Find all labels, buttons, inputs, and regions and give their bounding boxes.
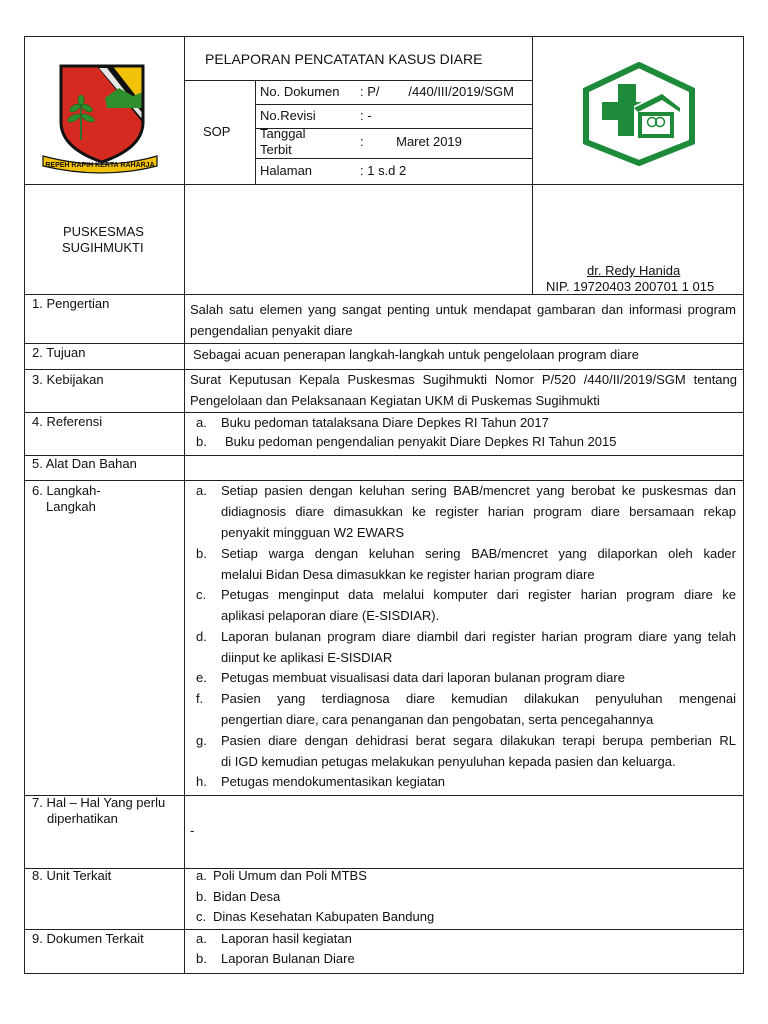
langkah-item: Setiap warga dengan keluhan sering BAB/mencret yang dilaporkan oleh kader: [221, 546, 736, 561]
table-border: [24, 929, 744, 930]
field-value-no-dokumen: : P/ /440/III/2019/SGM: [360, 84, 514, 99]
section-label-dokumen: 9. Dokumen Terkait: [32, 931, 144, 946]
unit-item: Bidan Desa: [213, 889, 281, 904]
langkah-item: Pasien yang terdiagnosa diare kemudian dilakukan penyuluhan mengenai: [221, 691, 736, 706]
langkah-marker: f.: [196, 691, 204, 706]
field-label-tanggal-terbit-1: Tanggal: [260, 126, 306, 141]
pengertian-text: pengendalian penyakit diare: [190, 323, 353, 338]
table-border: [184, 80, 532, 81]
table-border: [24, 184, 744, 185]
section-label-hal: 7. Hal – Hal Yang perlu: [32, 795, 166, 810]
table-border: [255, 104, 532, 105]
field-value-tanggal-terbit: : Maret 2019: [360, 134, 462, 149]
langkah-item: diinput ke aplikasi E-SISDIAR: [221, 650, 393, 665]
langkah-item: pengertian diare, cara penanganan dan pengobatan, serta pencegahannya: [221, 712, 654, 727]
unit-marker: a.: [196, 868, 207, 883]
field-label-no-revisi: No.Revisi: [260, 108, 316, 123]
langkah-item: melalui Bidan Desa dimasukkan ke register harian program diare: [221, 567, 595, 582]
emblem-motto: REPEH RAPIH KERTA RAHARJA: [45, 162, 155, 169]
table-border: [24, 36, 25, 974]
langkah-marker: a.: [196, 483, 207, 498]
langkah-item: Petugas mendokumentasikan kegiatan: [221, 774, 446, 789]
dokumen-item: Laporan Bulanan Diare: [221, 951, 355, 966]
field-value-halaman: : 1 s.d 2: [360, 163, 407, 178]
langkah-marker: d.: [196, 629, 207, 644]
sop-label: SOP: [203, 124, 231, 139]
langkah-item: didiagnosis diare dimasukkan ke register harian program diare bersamaan rekap: [221, 504, 736, 519]
section-label-hal: diperhatikan: [47, 811, 118, 826]
langkah-item: di IGD kemudian petugas melakukan penyuluhan kepada pasien dan keluarga.: [221, 754, 676, 769]
signer-nip: NIP. 19720403 200701 1 015: [546, 279, 715, 294]
referensi-marker: a.: [196, 415, 207, 430]
unit-marker: c.: [196, 909, 207, 924]
field-label-tanggal-terbit-2: Terbit: [260, 142, 292, 157]
table-border: [24, 343, 744, 344]
table-border: [255, 80, 256, 184]
section-label-pengertian: 1. Pengertian: [32, 296, 110, 311]
section-label-alat: 5. Alat Dan Bahan: [32, 456, 137, 471]
pengertian-text: Salah satu elemen yang sangat penting untuk mendapat gambaran dan informasi program: [190, 302, 736, 317]
kebijakan-text: Surat Keputusan Kepala Puskesmas Sugihmukti Nomor P/520 /440/II/2019/SGM tentang: [190, 372, 737, 387]
table-border: [24, 973, 744, 974]
referensi-item: Buku pedoman pengendalian penyakit Diare Depkes RI Tahun 2015: [225, 434, 617, 449]
langkah-item: Laporan bulanan program diare diambil dari register harian program diare yang telah: [221, 629, 736, 644]
hal-text: -: [190, 823, 195, 838]
section-label-langkah: 6. Langkah-: [32, 483, 101, 498]
langkah-marker: e.: [196, 670, 207, 685]
field-label-halaman: Halaman: [260, 163, 313, 178]
langkah-item: Petugas menginput data melalui komputer dari register harian program diare ke: [221, 587, 736, 602]
dokumen-item: Laporan hasil kegiatan: [221, 931, 352, 946]
field-value-no-revisi: : -: [360, 108, 372, 123]
section-label-langkah: Langkah: [46, 499, 96, 514]
field-label-no-dokumen: No. Dokumen: [260, 84, 340, 99]
langkah-marker: b.: [196, 546, 207, 561]
section-label-referensi: 4. Referensi: [32, 414, 103, 429]
kebijakan-text: Pengelolaan dan Pelaksanaan Kegiatan UKM di Puskemas Sugihmukti: [190, 393, 600, 408]
signer-name: dr. Redy Hanida: [587, 263, 681, 278]
document-title: PELAPORAN PENCATATAN KASUS DIARE: [205, 51, 483, 67]
table-border: [743, 36, 744, 974]
table-border: [532, 36, 533, 294]
section-label-tujuan: 2. Tujuan: [32, 345, 86, 360]
section-label-unit: 8. Unit Terkait: [32, 868, 112, 883]
dokumen-marker: b.: [196, 951, 207, 966]
langkah-item: Petugas membuat visualisasi data dari laporan bulanan program diare: [221, 670, 625, 685]
langkah-item: aplikasi pelaporan diare (E-SISDIAR).: [221, 608, 440, 623]
puskesmas-logo: [580, 62, 698, 166]
langkah-item: Setiap pasien dengan keluhan sering BAB/mencret yang berobat ke puskesmas dan: [221, 483, 736, 498]
langkah-marker: h.: [196, 774, 207, 789]
table-border: [24, 868, 744, 869]
table-border: [24, 412, 744, 413]
table-border: [255, 158, 532, 159]
referensi-marker: b.: [196, 434, 207, 449]
dokumen-marker: a.: [196, 931, 207, 946]
langkah-item: Pasien diare dengan dehidrasi berat segara dilakukan terapi berupa pemberian RL: [221, 733, 736, 748]
table-border: [184, 36, 185, 973]
langkah-marker: g.: [196, 733, 207, 748]
unit-marker: b.: [196, 889, 207, 904]
bandung-regency-emblem: [37, 64, 163, 174]
langkah-marker: c.: [196, 587, 207, 602]
referensi-item: Buku pedoman tatalaksana Diare Depkes RI Tahun 2017: [221, 415, 549, 430]
tujuan-text: Sebagai acuan penerapan langkah-langkah untuk pengelolaan program diare: [193, 347, 639, 362]
unit-item: Dinas Kesehatan Kabupaten Bandung: [213, 909, 435, 924]
langkah-item: penyakit mingguan W2 EWARS: [221, 525, 405, 540]
institution-name-line2: SUGIHMUKTI: [62, 240, 144, 255]
table-border: [24, 36, 744, 37]
institution-name-line1: PUSKESMAS: [63, 224, 144, 239]
section-label-kebijakan: 3. Kebijakan: [32, 372, 104, 387]
unit-item: Poli Umum dan Poli MTBS: [213, 868, 367, 883]
